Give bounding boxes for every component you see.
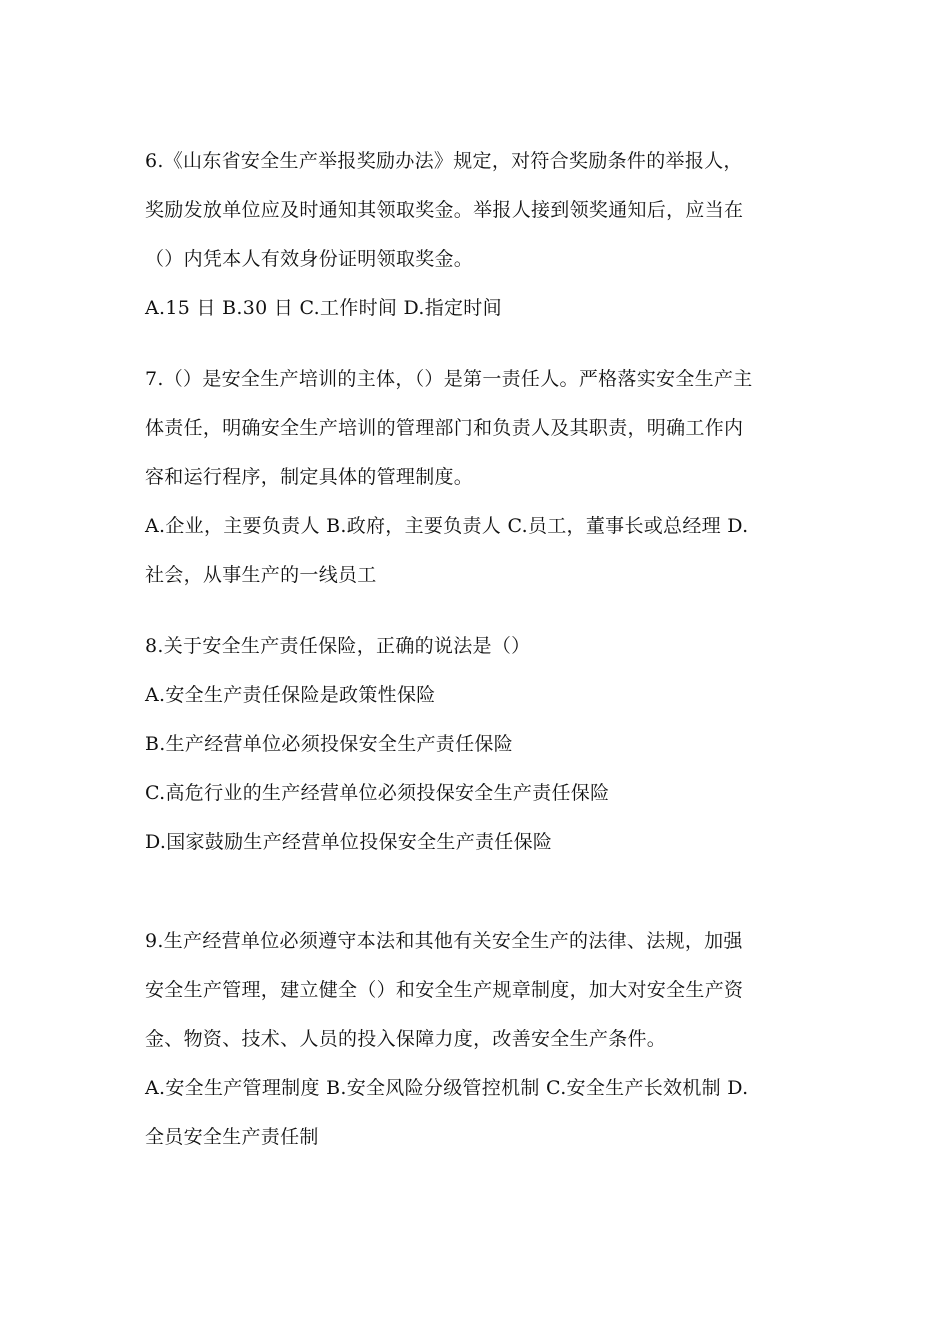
question-9 [145, 917, 815, 1162]
question-7-options-line-1: A.企业，主要负责人 B.政府，主要负责人 C.员工，董事长或总经理 D. [145, 515, 749, 537]
question-7-text-line-3: 容和运行程序，制定具体的管理制度。 [145, 466, 474, 488]
question-9-text-line-1: 9.生产经营单位必须遵守本法和其他有关安全生产的法律、法规，加强 [145, 930, 743, 952]
question-9-options-line-1: A.安全生产管理制度 B.安全风险分级管控机制 C.安全生产长效机制 D. [145, 1077, 749, 1099]
question-7 [145, 355, 815, 600]
question-list [145, 137, 815, 1162]
question-9-options-line-2: 全员安全生产责任制 [145, 1126, 319, 1148]
question-8-option-d: D.国家鼓励生产经营单位投保安全生产责任保险 [145, 831, 553, 853]
question-7-text-line-1: 7.（）是安全生产培训的主体，（）是第一责任人。严格落实安全生产主 [145, 368, 753, 390]
question-9-text-line-2: 安全生产管理，建立健全（）和安全生产规章制度，加大对安全生产资 [145, 979, 744, 1001]
question-6-text-line-2: 奖励发放单位应及时通知其领取奖金。举报人接到领奖通知后，应当在 [145, 199, 744, 221]
question-6-options: A.15 日 B.30 日 C.工作时间 D.指定时间 [145, 297, 502, 319]
question-8-option-a: A.安全生产责任保险是政策性保险 [145, 684, 436, 706]
question-7-text-line-2: 体责任，明确安全生产培训的管理部门和负责人及其职责，明确工作内 [145, 417, 744, 439]
question-8-option-b: B.生产经营单位必须投保安全生产责任保险 [145, 733, 514, 755]
question-6 [145, 137, 815, 333]
question-7-options-line-2: 社会，从事生产的一线员工 [145, 564, 377, 586]
question-9-text-line-3: 金、物资、技术、人员的投入保障力度，改善安全生产条件。 [145, 1028, 667, 1050]
question-6-text-line-3: （）内凭本人有效身份证明领取奖金。 [145, 248, 474, 270]
question-8 [145, 622, 815, 867]
question-8-option-c: C.高危行业的生产经营单位必须投保安全生产责任保险 [145, 782, 610, 804]
question-8-text-line-1: 8.关于安全生产责任保险，正确的说法是（） [145, 635, 531, 657]
question-6-text-line-1: 6.《山东省安全生产举报奖励办法》规定，对符合奖励条件的举报人， [145, 150, 743, 172]
